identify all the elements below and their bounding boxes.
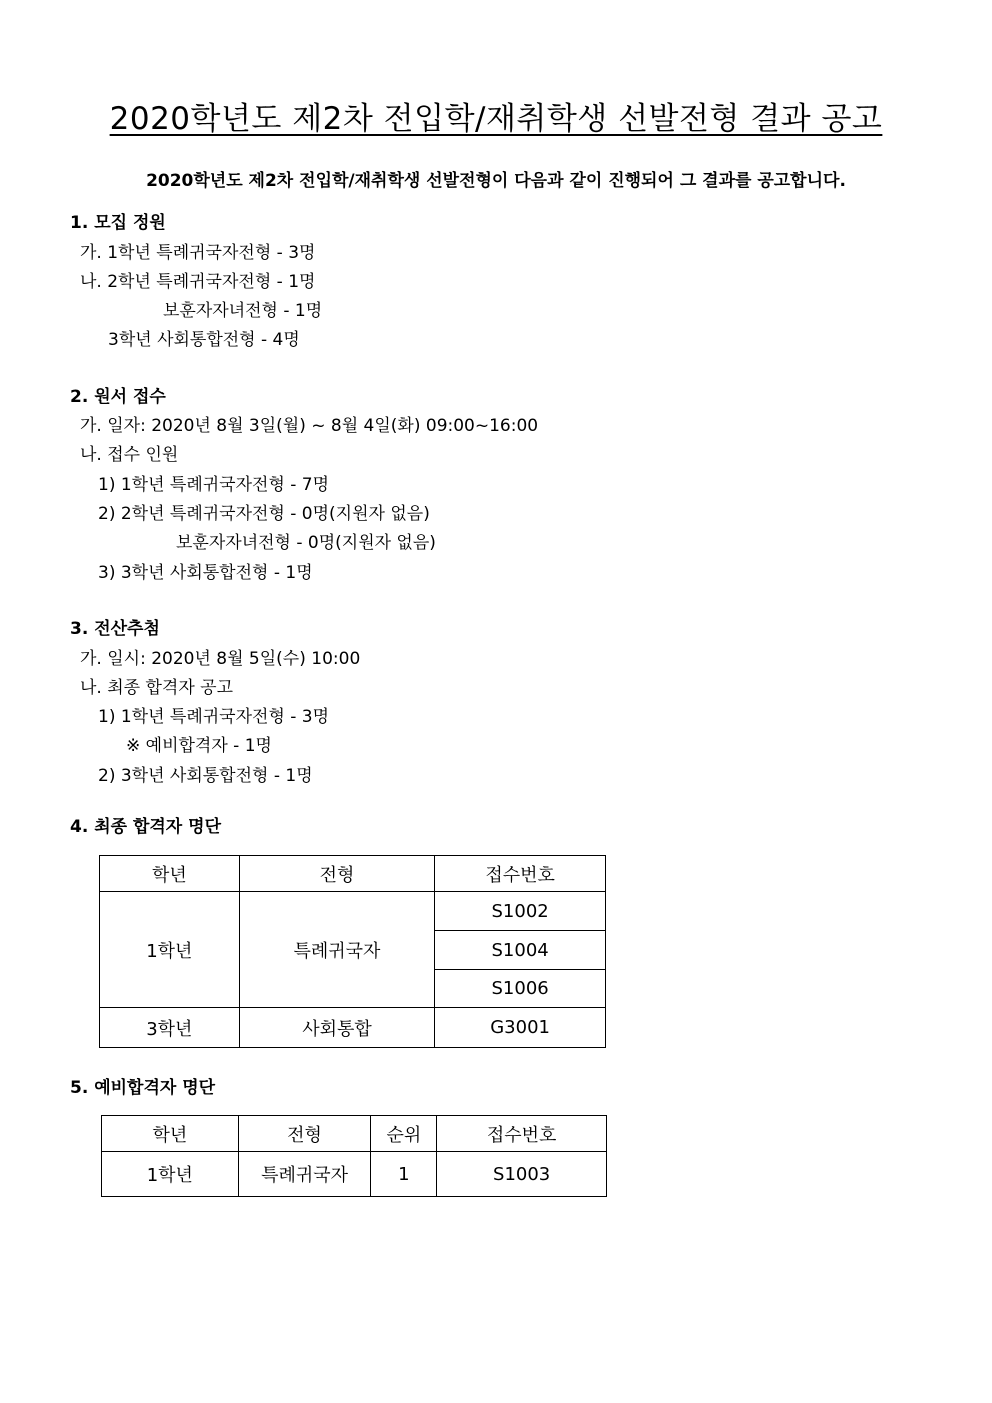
receipt-number-cell: S1002 — [435, 892, 606, 931]
section-2-heading: 2. 원서 접수 — [70, 387, 166, 407]
section-3-line: 가. 일시: 2020년 8월 5일(수) 10:00 — [80, 649, 361, 669]
table-header: 접수번호 — [437, 1116, 607, 1152]
table-header: 학년 — [100, 856, 240, 892]
section-2-line: 보훈자자녀전형 - 0명(지원자 없음) — [176, 533, 436, 553]
type-cell: 사회통합 — [239, 1008, 435, 1048]
grade-cell: 3학년 — [100, 1008, 240, 1048]
section-1-line: 나. 2학년 특례귀국자전형 - 1명 — [80, 272, 316, 292]
section-3-line: 2) 3학년 사회통합전형 - 1명 — [98, 766, 313, 786]
section-2-line: 3) 3학년 사회통합전형 - 1명 — [98, 563, 313, 583]
section-5-heading: 5. 예비합격자 명단 — [70, 1078, 216, 1098]
grade-cell: 1학년 — [100, 892, 240, 1008]
table-header: 학년 — [102, 1116, 239, 1152]
section-3-line: 나. 최종 합격자 공고 — [80, 678, 233, 698]
section-2-line: 나. 접수 인원 — [80, 445, 179, 465]
section-1-line: 가. 1학년 특례귀국자전형 - 3명 — [80, 243, 316, 263]
final-admission-table — [99, 855, 606, 1048]
receipt-number-cell: G3001 — [435, 1008, 606, 1048]
table-header: 전형 — [238, 1116, 371, 1152]
reserve-admission-table — [101, 1115, 607, 1197]
section-2-line: 가. 일자: 2020년 8월 3일(월) ~ 8월 4일(화) 09:00~16:00 — [80, 416, 539, 436]
section-2-line: 1) 1학년 특례귀국자전형 - 7명 — [98, 475, 330, 495]
table-header: 접수번호 — [435, 856, 606, 892]
receipt-number-cell: S1006 — [435, 970, 606, 1008]
receipt-number-cell: S1004 — [435, 931, 606, 970]
type-cell: 특례귀국자 — [238, 1152, 371, 1197]
section-1-line: 3학년 사회통합전형 - 4명 — [108, 330, 300, 350]
table-header: 전형 — [239, 856, 435, 892]
section-3-line: ※ 예비합격자 - 1명 — [126, 736, 272, 756]
grade-cell: 1학년 — [102, 1152, 239, 1197]
page-title: 2020학년도 제2차 전입학/재취학생 선발전형 결과 공고 — [109, 101, 883, 137]
receipt-number-cell: S1003 — [437, 1152, 607, 1197]
section-3-heading: 3. 전산추첨 — [70, 619, 160, 639]
section-1-heading: 1. 모집 정원 — [70, 213, 166, 233]
section-2-line: 2) 2학년 특례귀국자전형 - 0명(지원자 없음) — [98, 504, 430, 524]
intro-text: 2020학년도 제2차 전입학/재취학생 선발전형이 다음과 같이 진행되어 그 결과를 공고합니다. — [146, 171, 846, 191]
section-1-line: 보훈자자녀전형 - 1명 — [163, 301, 323, 321]
rank-cell: 1 — [371, 1152, 437, 1197]
table-header: 순위 — [371, 1116, 437, 1152]
type-cell: 특례귀국자 — [239, 892, 435, 1008]
section-3-line: 1) 1학년 특례귀국자전형 - 3명 — [98, 707, 330, 727]
section-4-heading: 4. 최종 합격자 명단 — [70, 817, 221, 837]
